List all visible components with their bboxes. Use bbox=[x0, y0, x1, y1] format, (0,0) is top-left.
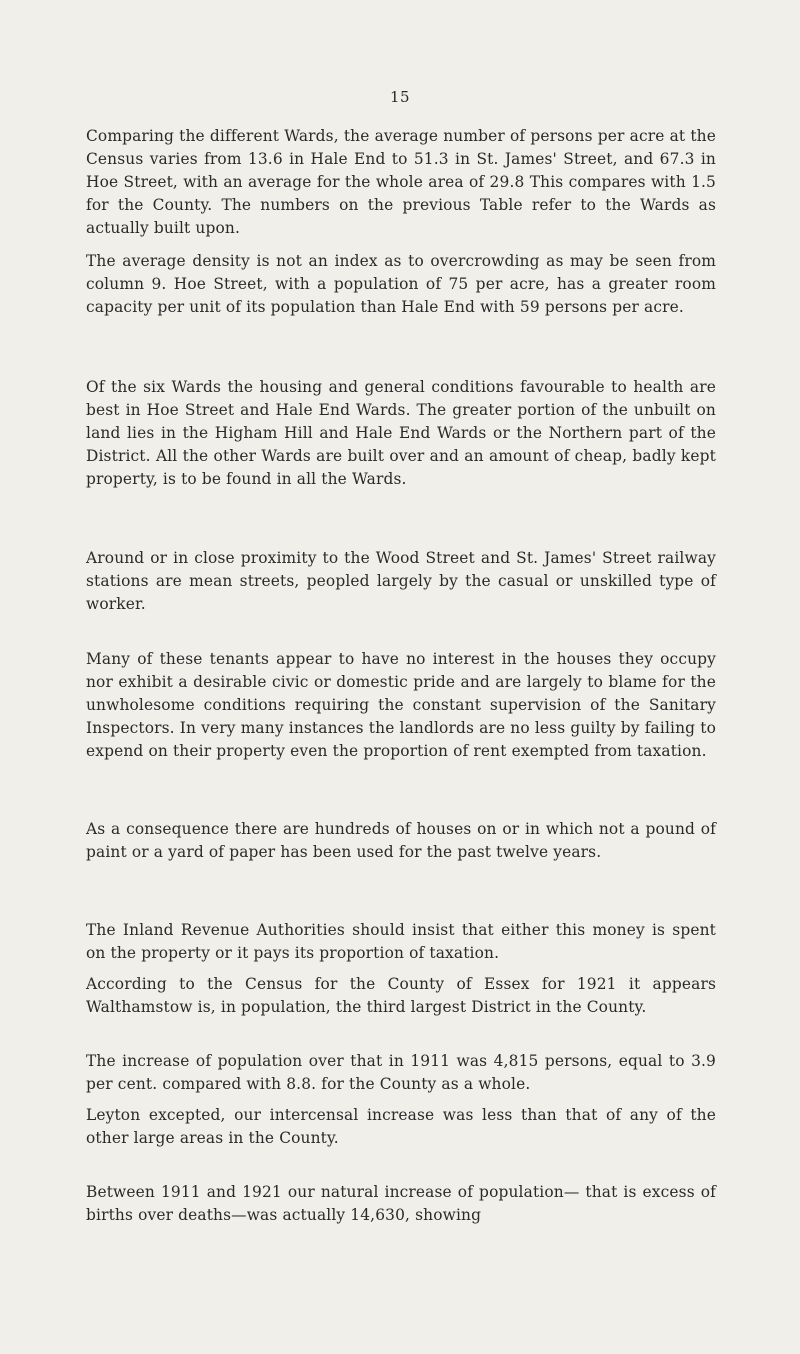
page-number: 15 bbox=[389, 88, 411, 106]
paragraph-ward-density-comparison: Comparing the different Wards, the average number of persons per acre at the Census varies from 13.6 in Hale End to 51.3 in St. James' Street, and 67.3 in Hoe Street, with an average for the whole area of 29.8 This compares with 1.5 for the County. The numbers on the previous Table refer to the Wards as actually built upon. bbox=[86, 127, 716, 237]
paragraph-railway-stations: Around or in close proximity to the Wood Street and St. James' Street railway stations are mean streets, peopled largely by the casual or unskilled type of worker. bbox=[86, 549, 716, 613]
paragraph-housing-conditions: Of the six Wards the housing and general conditions favourable to health are best in Hoe Street and Hale End Wards. The greater portion of the unbuilt on land lies in the Higham Hill and Hale End Wards or the Northern part of the District. All the other Wards are built over and an amount of cheap, badly kept property, is to be found in all the Wards. bbox=[86, 378, 716, 488]
paragraph-tenants: Many of these tenants appear to have no interest in the houses they occupy nor exhibit a desirable civic or domestic pride and are largely to blame for the unwholesome conditions requiring the constant supervision of the Sanitary Inspectors. In very many instances the landlords are no less guilty by failing to expend on their property even the proportion of rent exempted from taxation. bbox=[86, 650, 716, 760]
paragraph-population-increase: The increase of population over that in 1911 was 4,815 persons, equal to 3.9 per cent. compared with 8.8. for the County as a whole. bbox=[86, 1052, 716, 1093]
paragraph-average-density: The average density is not an index as to overcrowding as may be seen from column 9. Hoe Street, with a population of 75 per acre, has a greater room capacity per unit of its population than Hale End with 59 persons per acre. bbox=[86, 252, 716, 316]
paragraph-inland-revenue: The Inland Revenue Authorities should insist that either this money is spent on the property or it pays its proportion of taxation. bbox=[86, 921, 716, 962]
paragraph-natural-increase: Between 1911 and 1921 our natural increase of population— that is excess of births over deaths—was actually 14,630, showing bbox=[86, 1183, 716, 1224]
paragraph-leyton: Leyton excepted, our intercensal increase was less than that of any of the other large areas in the County. bbox=[86, 1106, 716, 1147]
paragraph-census-essex: According to the Census for the County of Essex for 1921 it appears Walthamstow is, in population, the third largest District in the County. bbox=[86, 975, 716, 1016]
paragraph-consequence: As a consequence there are hundreds of houses on or in which not a pound of paint or a yard of paper has been used for the past twelve years. bbox=[86, 820, 716, 861]
